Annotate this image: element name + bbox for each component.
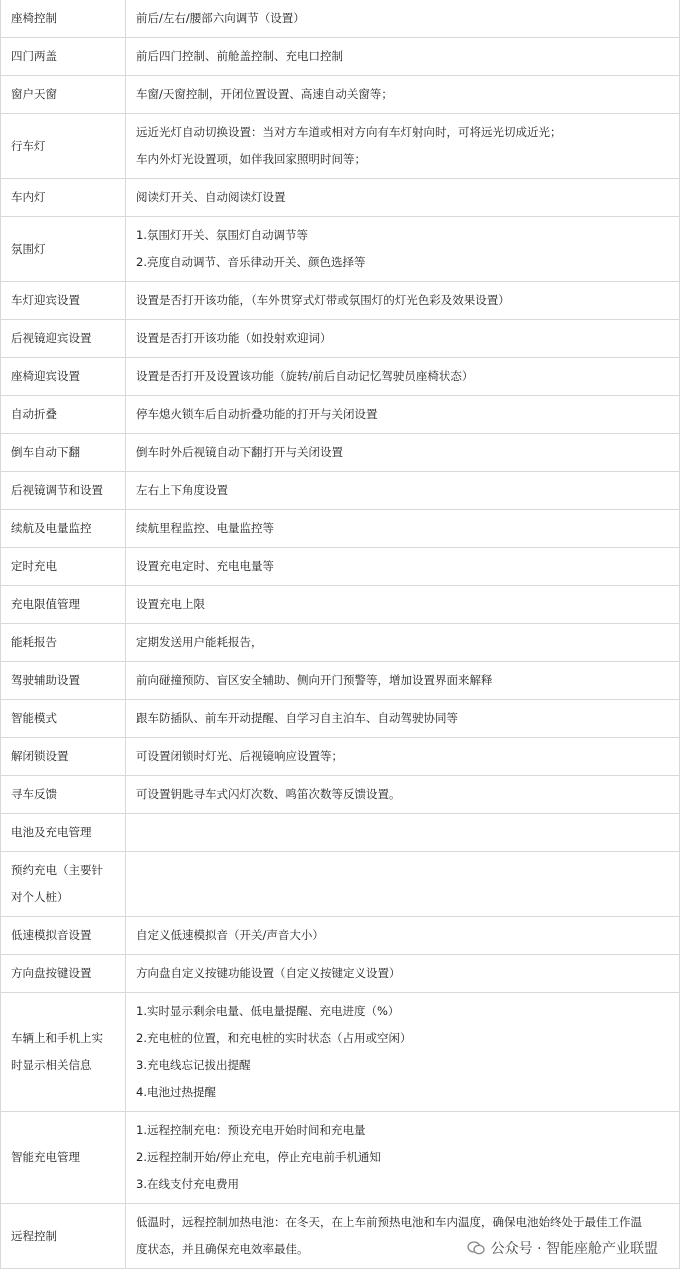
feature-description-cell — [126, 917, 680, 955]
feature-description-cell — [126, 993, 680, 1112]
feature-name: 低速模拟音设置 — [11, 928, 92, 942]
table-row — [1, 396, 680, 434]
feature-name: 倒车自动下翻 — [11, 445, 80, 459]
feature-description-line: 2.亮度自动调节、音乐律动开关、颜色选择等 — [136, 255, 366, 269]
feature-description-line: 2.充电桩的位置，和充电桩的实时状态（占用或空闲） — [136, 1031, 412, 1045]
table-row — [1, 814, 680, 852]
feature-description-line: 车窗/天窗控制，开闭位置设置、高速自动关窗等； — [136, 87, 393, 101]
feature-description-line: 左右上下角度设置 — [136, 483, 228, 497]
feature-name-cell — [1, 510, 126, 548]
feature-name: 后视镜调节和设置 — [11, 483, 103, 497]
feature-description-cell — [126, 852, 680, 917]
feature-name-cell — [1, 776, 126, 814]
feature-name-cell — [1, 76, 126, 114]
table-row — [1, 917, 680, 955]
feature-name: 车辆上和手机上实 — [11, 1031, 103, 1045]
feature-description-cell — [126, 1204, 680, 1269]
table-row — [1, 510, 680, 548]
feature-name: 电池及充电管理 — [11, 825, 92, 839]
feature-name-cell — [1, 320, 126, 358]
watermark-text: 公众号 · 智能座舱产业联盟 — [490, 1241, 658, 1257]
feature-description-cell — [126, 114, 680, 179]
feature-name-cell — [1, 738, 126, 776]
feature-description-line: 可设置闭锁时灯光、后视镜响应设置等； — [136, 749, 343, 763]
feature-name: 寻车反馈 — [11, 787, 57, 801]
feature-name-cell — [1, 472, 126, 510]
table-row — [1, 776, 680, 814]
feature-description-line: 3.在线支付充电费用 — [136, 1177, 239, 1191]
feature-description-line: 设置是否打开该功能，（车外贯穿式灯带或氛围灯的灯光色彩及效果设置） — [136, 293, 510, 307]
feature-description-line: 阅读灯开关、自动阅读灯设置 — [136, 190, 286, 204]
feature-description-cell — [126, 396, 680, 434]
feature-description-cell — [126, 1112, 680, 1204]
feature-description-cell — [126, 776, 680, 814]
feature-name: 座椅控制 — [11, 11, 57, 25]
table-row — [1, 1112, 680, 1204]
feature-description-cell — [126, 217, 680, 282]
feature-name: 驾驶辅助设置 — [11, 673, 80, 687]
feature-description-cell — [126, 662, 680, 700]
feature-name-cell — [1, 1204, 126, 1269]
table-row — [1, 624, 680, 662]
feature-description-line: 设置是否打开该功能（如投射欢迎词） — [136, 331, 332, 345]
feature-description-line: 设置充电上限 — [136, 597, 205, 611]
feature-description-cell — [126, 548, 680, 586]
feature-name-cell — [1, 917, 126, 955]
table-row — [1, 217, 680, 282]
table-row — [1, 955, 680, 993]
feature-name-cell — [1, 282, 126, 320]
feature-name-cell — [1, 548, 126, 586]
table-row — [1, 662, 680, 700]
feature-name: 窗户天窗 — [11, 87, 57, 101]
feature-name: 后视镜迎宾设置 — [11, 331, 92, 345]
table-row — [1, 586, 680, 624]
feature-description-line: 1.远程控制充电：预设充电开始时间和充电量 — [136, 1123, 366, 1137]
feature-description-cell — [126, 434, 680, 472]
feature-name: 智能模式 — [11, 711, 57, 725]
feature-description-cell — [126, 510, 680, 548]
watermark — [465, 1238, 660, 1258]
table-row — [1, 993, 680, 1112]
feature-name-cell — [1, 700, 126, 738]
feature-name: 续航及电量监控 — [11, 521, 92, 535]
feature-description-cell — [126, 738, 680, 776]
feature-description-cell — [126, 586, 680, 624]
feature-name: 充电限值管理 — [11, 597, 80, 611]
feature-description-line: 1.实时显示剩余电量、低电量提醒、充电进度（%） — [136, 1004, 400, 1018]
feature-description-line: 3.充电线忘记拔出提醒 — [136, 1058, 251, 1072]
feature-description-cell — [126, 320, 680, 358]
feature-name-cell — [1, 852, 126, 917]
feature-description-line: 度状态，并且确保充电效率最佳。 — [136, 1242, 309, 1256]
feature-description-cell — [126, 472, 680, 510]
feature-description-cell — [126, 179, 680, 217]
table-row — [1, 0, 680, 38]
feature-description-line: 方向盘自定义按键功能设置（自定义按键定义设置） — [136, 966, 401, 980]
feature-description-line: 自定义低速模拟音（开关/声音大小） — [136, 928, 324, 942]
feature-description-line: 车内外灯光设置项，如伴我回家照明时间等； — [136, 152, 366, 166]
table-row — [1, 472, 680, 510]
feature-description-line: 可设置钥匙寻车式闪灯次数、鸣笛次数等反馈设置。 — [136, 787, 401, 801]
feature-name: 预约充电（主要针 — [11, 863, 103, 877]
feature-name-cell — [1, 993, 126, 1112]
table-row — [1, 320, 680, 358]
feature-name: 定时充电 — [11, 559, 57, 573]
feature-description-line: 倒车时外后视镜自动下翻打开与关闭设置 — [136, 445, 343, 459]
feature-name: 时显示相关信息 — [11, 1058, 92, 1072]
feature-name: 座椅迎宾设置 — [11, 369, 80, 383]
feature-description-cell — [126, 700, 680, 738]
feature-description-line: 定期发送用户能耗报告， — [136, 635, 263, 649]
feature-description-cell — [126, 358, 680, 396]
feature-description-line: 续航里程监控、电量监控等 — [136, 521, 274, 535]
feature-name: 能耗报告 — [11, 635, 57, 649]
feature-name-cell — [1, 434, 126, 472]
feature-description-line: 1.氛围灯开关、氛围灯自动调节等 — [136, 228, 308, 242]
wechat-official-account-icon — [467, 1241, 485, 1255]
table-body — [1, 0, 680, 1269]
feature-name: 氛围灯 — [11, 241, 46, 256]
table-row — [1, 282, 680, 320]
feature-name-cell — [1, 1112, 126, 1204]
feature-description-cell — [126, 0, 680, 38]
feature-description-line: 跟车防插队、前车开动提醒、自学习自主泊车、自动驾驶协同等 — [136, 711, 458, 725]
table-row — [1, 358, 680, 396]
feature-description-line: 前后四门控制、前舱盖控制、充电口控制 — [136, 49, 343, 63]
feature-description-line: 2.远程控制开始/停止充电，停止充电前手机通知 — [136, 1150, 381, 1164]
feature-name: 智能充电管理 — [11, 1150, 80, 1164]
feature-description-cell — [126, 955, 680, 993]
feature-description-line: 前向碰撞预防、盲区安全辅助、侧向开门预警等，增加设置界面来解释 — [136, 673, 493, 687]
feature-description-line: 远近光灯自动切换设置：当对方车道或相对方向有车灯射向时，可将远光切成近光； — [136, 125, 562, 139]
feature-name-cell — [1, 624, 126, 662]
feature-description-cell — [126, 814, 680, 852]
feature-description-line: 设置是否打开及设置该功能（旋转/前后自动记忆驾驶员座椅状态） — [136, 369, 474, 383]
feature-description-line: 停车熄火锁车后自动折叠功能的打开与关闭设置 — [136, 407, 378, 421]
table-row — [1, 114, 680, 179]
feature-description-line: 4.电池过热提醒 — [136, 1085, 216, 1099]
feature-name: 车灯迎宾设置 — [11, 293, 80, 307]
feature-description-line: 设置充电定时、充电电量等 — [136, 559, 274, 573]
table-row — [1, 76, 680, 114]
table-row — [1, 700, 680, 738]
table-row — [1, 179, 680, 217]
feature-name-cell — [1, 0, 126, 38]
table-row — [1, 1204, 680, 1269]
feature-description-cell — [126, 282, 680, 320]
table-row — [1, 548, 680, 586]
feature-name-cell — [1, 358, 126, 396]
feature-name-cell — [1, 179, 126, 217]
feature-name-cell — [1, 396, 126, 434]
feature-name-cell — [1, 955, 126, 993]
feature-description-line: 前后/左右/腰部六向调节（设置） — [136, 11, 305, 25]
table-row — [1, 738, 680, 776]
feature-name: 行车灯 — [11, 138, 46, 153]
table-row — [1, 38, 680, 76]
feature-name-cell — [1, 586, 126, 624]
feature-name: 自动折叠 — [11, 407, 57, 421]
table-row — [1, 852, 680, 917]
feature-name: 四门两盖 — [11, 49, 57, 63]
feature-name: 解闭锁设置 — [11, 749, 69, 763]
feature-name: 方向盘按键设置 — [11, 966, 92, 980]
feature-name: 车内灯 — [11, 190, 46, 204]
feature-description-cell — [126, 38, 680, 76]
feature-name: 对个人桩） — [11, 890, 69, 904]
feature-description-cell — [126, 76, 680, 114]
feature-name-cell — [1, 662, 126, 700]
feature-name-cell — [1, 217, 126, 282]
feature-description-cell — [126, 624, 680, 662]
feature-name-cell — [1, 114, 126, 179]
feature-name-cell — [1, 814, 126, 852]
feature-name-cell — [1, 38, 126, 76]
feature-name: 远程控制 — [11, 1228, 57, 1243]
table-row — [1, 434, 680, 472]
feature-description-line: 低温时，远程控制加热电池：在冬天，在上车前预热电池和车内温度，确保电池始终处于最佳工作温 — [136, 1215, 642, 1229]
